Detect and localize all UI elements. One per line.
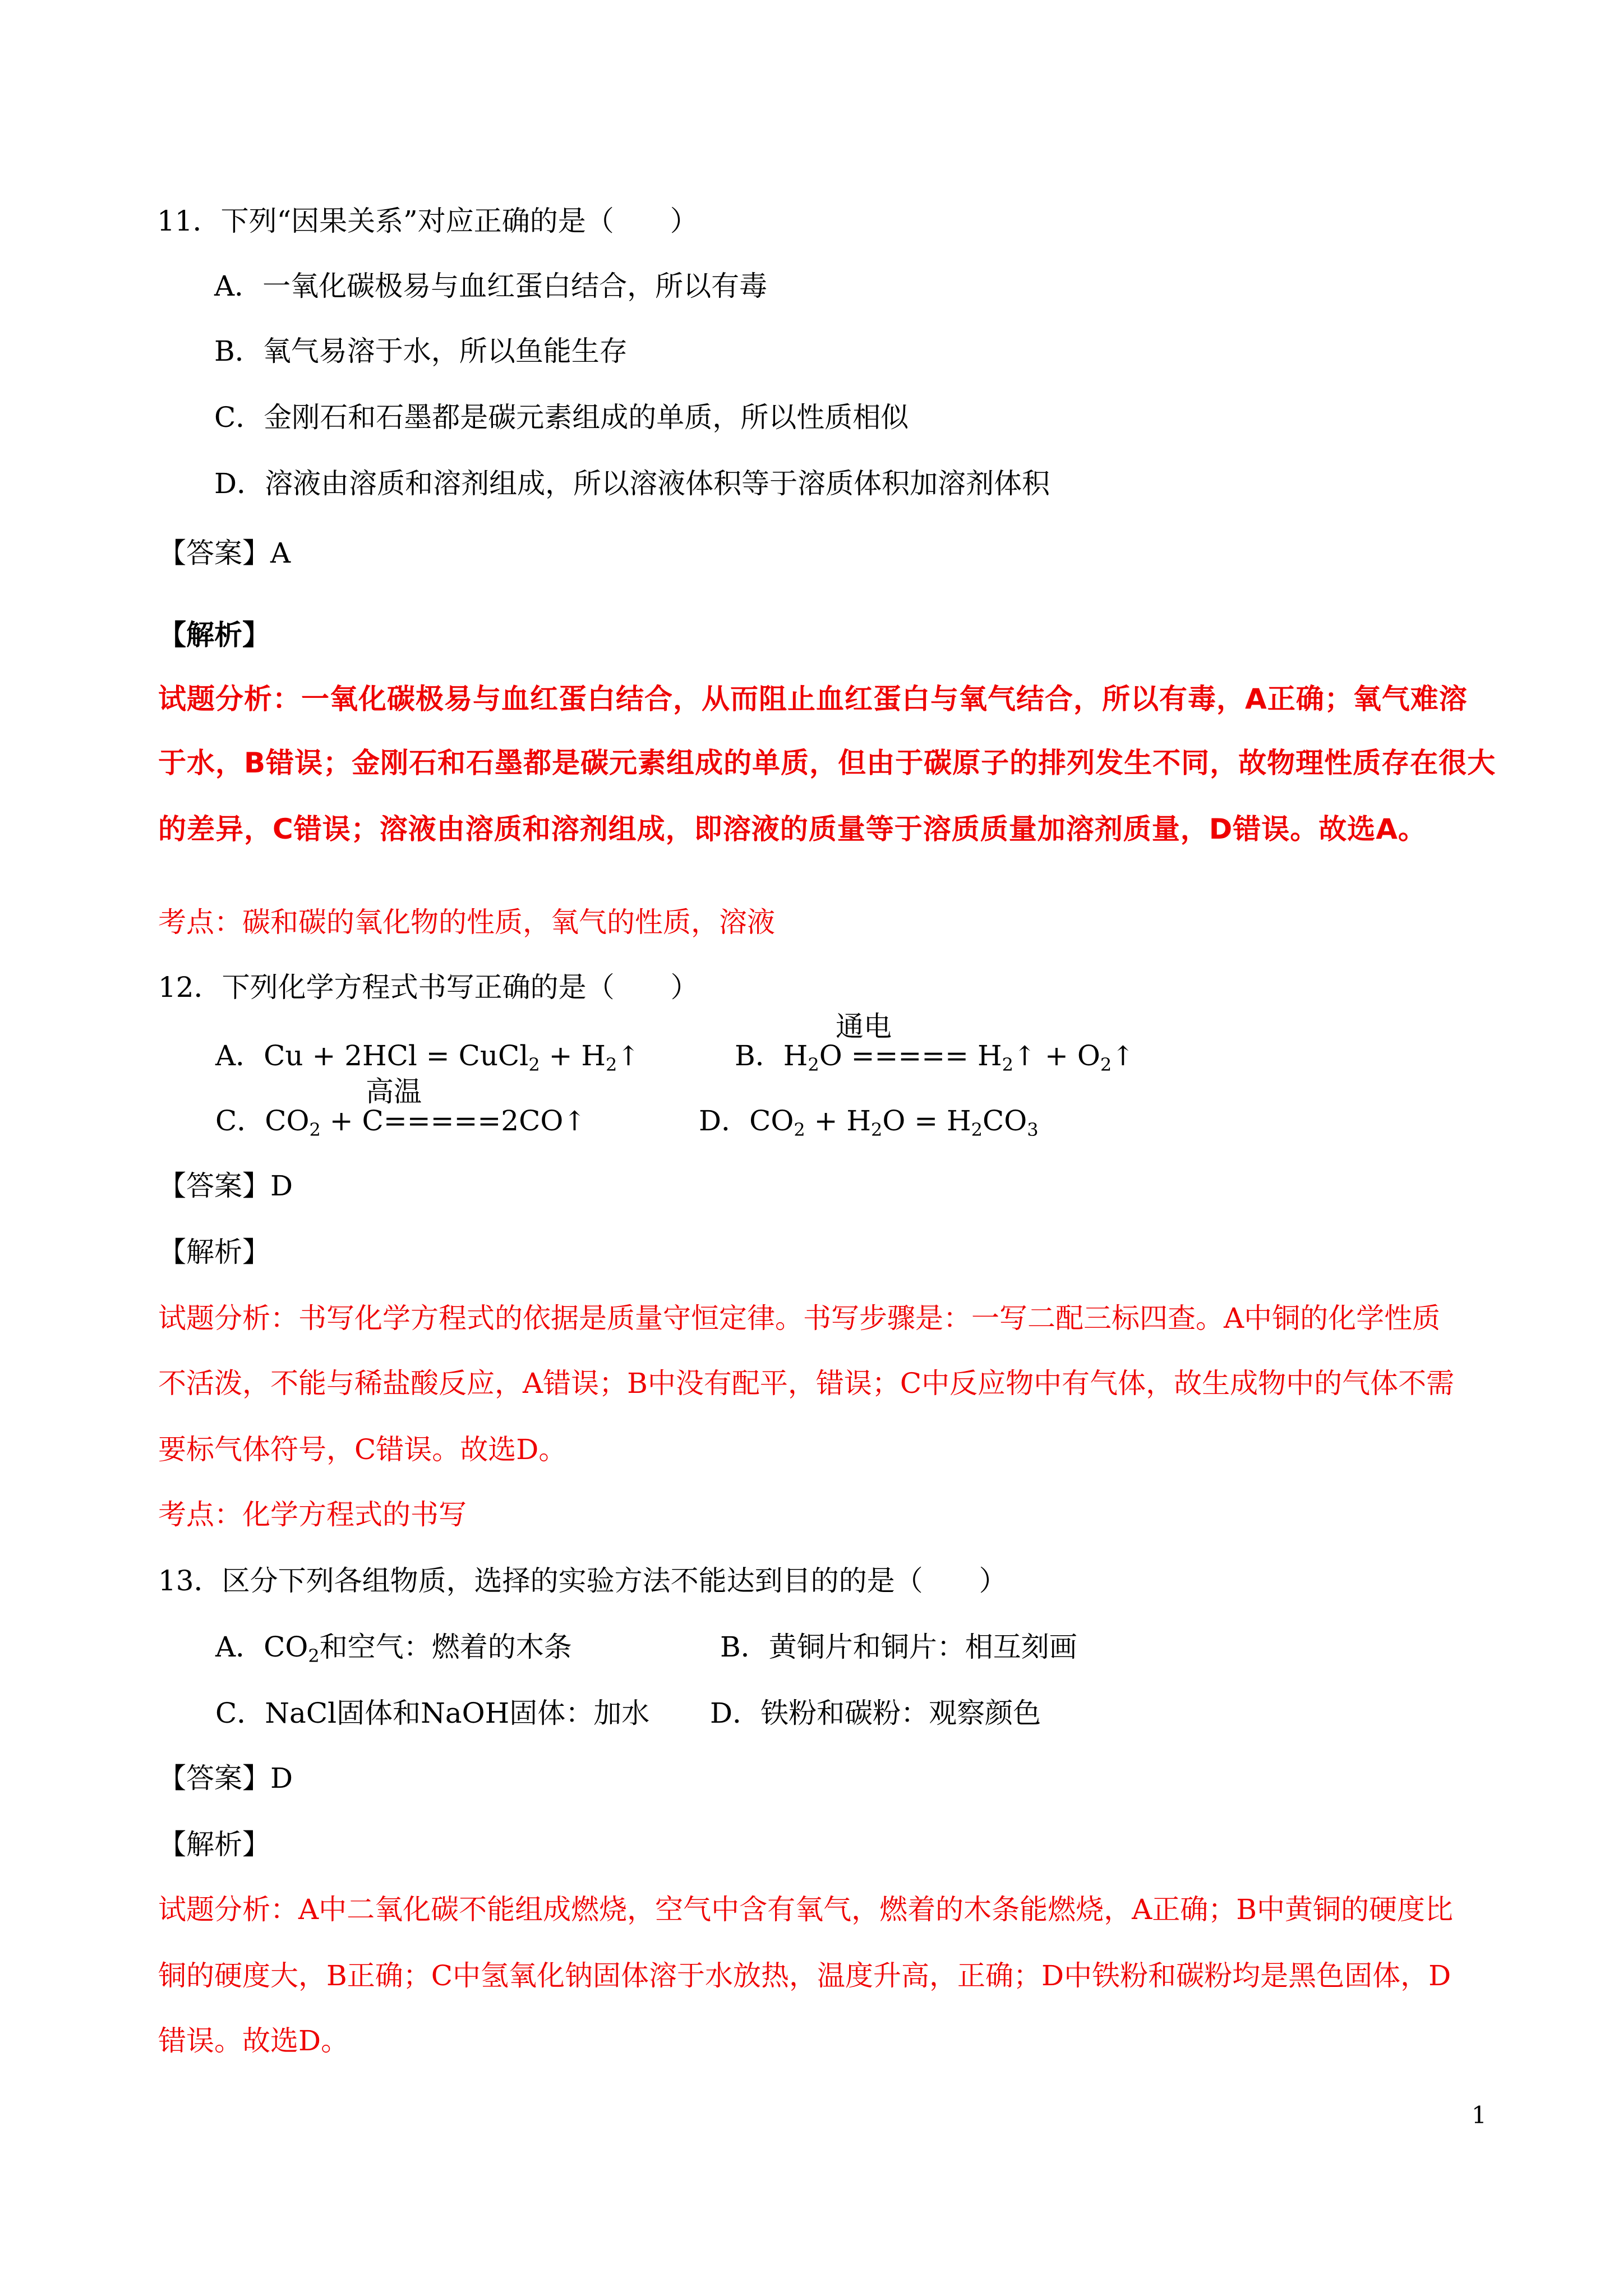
q12-option-c-sub-1: 2 (309, 1119, 321, 1140)
q12-option-d-part-4: CO (983, 1105, 1027, 1137)
q11-stem: 11．下列“因果关系”对应正确的是（ ） (157, 205, 698, 237)
q13-option-d: D．铁粉和碳粉：观察颜色 (710, 1697, 1041, 1729)
q12-option-c (215, 1103, 586, 1139)
q12-option-c-label: C． (215, 1105, 265, 1137)
q12-option-c-gas-arrow: ↑ (563, 1106, 586, 1137)
q11-analysis-line-1: 试题分析：一氧化碳极易与血红蛋白结合，从而阻止血红蛋白与氧气结合，所以有毒，A正确；氧气难溶 (158, 683, 1468, 715)
q11-answer: 【答案】A (158, 537, 291, 569)
q12-option-a-sub-2: 2 (605, 1054, 617, 1075)
q12-option-d-sub-1: 2 (794, 1119, 805, 1140)
q13-analysis-line-3: 错误。故选D。 (158, 2024, 349, 2057)
q12-option-d (699, 1103, 1039, 1139)
q12-analysis-line-2: 不活泼，不能与稀盐酸反应，A错误；B中没有配平，错误；C中反应物中有气体，故生成物中的气体不需 (158, 1367, 1455, 1400)
q11-option-c: C．金刚石和石墨都是碳元素组成的单质，所以性质相似 (214, 401, 909, 434)
q12-option-d-sub-2: 2 (871, 1119, 883, 1140)
q12-analysis-line-3: 要标气体符号，C错误。故选D。 (158, 1433, 567, 1466)
q12-option-d-sub-3: 2 (971, 1119, 983, 1140)
q11-analysis-heading: 【解析】 (158, 618, 270, 651)
q13-option-a-sub-1: 2 (308, 1645, 320, 1667)
q12-option-b-sub-1: 2 (808, 1054, 819, 1075)
q12-option-d-label: D． (699, 1105, 750, 1137)
q13-analysis-heading: 【解析】 (158, 1828, 270, 1861)
q12-option-b-condition: 通电 (836, 1010, 892, 1043)
q12-option-b-gas-arrow-1: ↑ (1013, 1041, 1036, 1072)
q13-option-c: C．NaCl固体和NaOH固体：加水 (215, 1697, 650, 1729)
q11-kaodian: 考点：碳和碳的氧化物的性质，氧气的性质，溶液 (158, 906, 775, 938)
q12-option-a-part-2: + H (540, 1039, 606, 1072)
q13-answer: 【答案】D (158, 1762, 293, 1795)
q12-option-d-part-2: + H (805, 1105, 871, 1137)
q13-stem: 13．区分下列各组物质，选择的实验方法不能达到目的的是（ ） (158, 1565, 1007, 1597)
q12-option-d-part-3: O = H (882, 1105, 971, 1137)
q12-option-d-sub-4: 3 (1027, 1119, 1039, 1140)
q11-option-b: B．氧气易溶于水，所以鱼能生存 (214, 335, 628, 367)
q12-option-c-part-1: CO (265, 1105, 310, 1137)
q12-option-b-sub-2: 2 (1002, 1054, 1013, 1075)
q11-option-a: A．一氧化碳极易与血红蛋白结合，所以有毒 (214, 270, 768, 302)
q12-answer: 【答案】D (158, 1170, 293, 1202)
q12-stem: 12．下列化学方程式书写正确的是（ ） (158, 971, 699, 1004)
q12-option-a-sub-1: 2 (528, 1054, 540, 1075)
q13-option-a (215, 1629, 572, 1665)
q13-option-a-part-2: 和空气：燃着的木条 (319, 1631, 572, 1663)
q12-option-a-part-1: Cu + 2HCl = CuCl (264, 1039, 529, 1072)
q12-analysis-line-1: 试题分析：书写化学方程式的依据是质量守恒定律。书写步骤是：一写二配三标四查。A中铜的化学性质 (158, 1302, 1441, 1335)
q13-option-b: B．黄铜片和铜片：相互刻画 (720, 1631, 1077, 1663)
q13-option-a-part-1: A．CO (215, 1631, 308, 1663)
q13-analysis-line-2: 铜的硬度大，B正确；C中氢氧化钠固体溶于水放热，温度升高，正确；D中铁粉和碳粉均是黑色固体，D (158, 1959, 1451, 1992)
q12-option-b (735, 1038, 1134, 1074)
q12-option-a-gas-arrow: ↑ (617, 1041, 640, 1072)
q13-analysis-line-1: 试题分析：A中二氧化碳不能组成燃烧，空气中含有氧气，燃着的木条能燃烧，A正确；B中黄铜的硬度比 (158, 1893, 1453, 1926)
q11-analysis-line-2: 于水，B错误；金刚石和石墨都是碳元素组成的单质，但由于碳原子的排列发生不同，故物理性质存在很大 (158, 747, 1496, 779)
q12-option-b-gas-arrow-2: ↑ (1112, 1041, 1135, 1072)
q12-option-b-part-2: O ===== H (819, 1039, 1002, 1072)
page-number: 1 (1472, 2101, 1487, 2129)
q12-option-a (215, 1038, 640, 1074)
q12-option-b-label: B． (735, 1039, 783, 1072)
q12-option-a-label: A． (215, 1039, 264, 1072)
q12-option-b-sub-3: 2 (1100, 1054, 1112, 1075)
q12-option-b-part-1: H (783, 1039, 808, 1072)
q12-option-d-part-1: CO (749, 1105, 794, 1137)
q11-option-d: D．溶液由溶质和溶剂组成，所以溶液体积等于溶质体积加溶剂体积 (214, 467, 1050, 500)
q12-option-b-part-3: + O (1036, 1039, 1100, 1072)
q12-analysis-heading: 【解析】 (158, 1236, 270, 1268)
q12-option-c-part-2: + C=====2CO (320, 1105, 564, 1137)
q11-analysis-line-3: 的差异，C错误；溶液由溶质和溶剂组成，即溶液的质量等于溶质质量加溶剂质量，D错误。故选A。 (158, 813, 1427, 845)
q12-option-c-condition: 高温 (366, 1075, 422, 1108)
q12-kaodian: 考点：化学方程式的书写 (158, 1498, 467, 1531)
